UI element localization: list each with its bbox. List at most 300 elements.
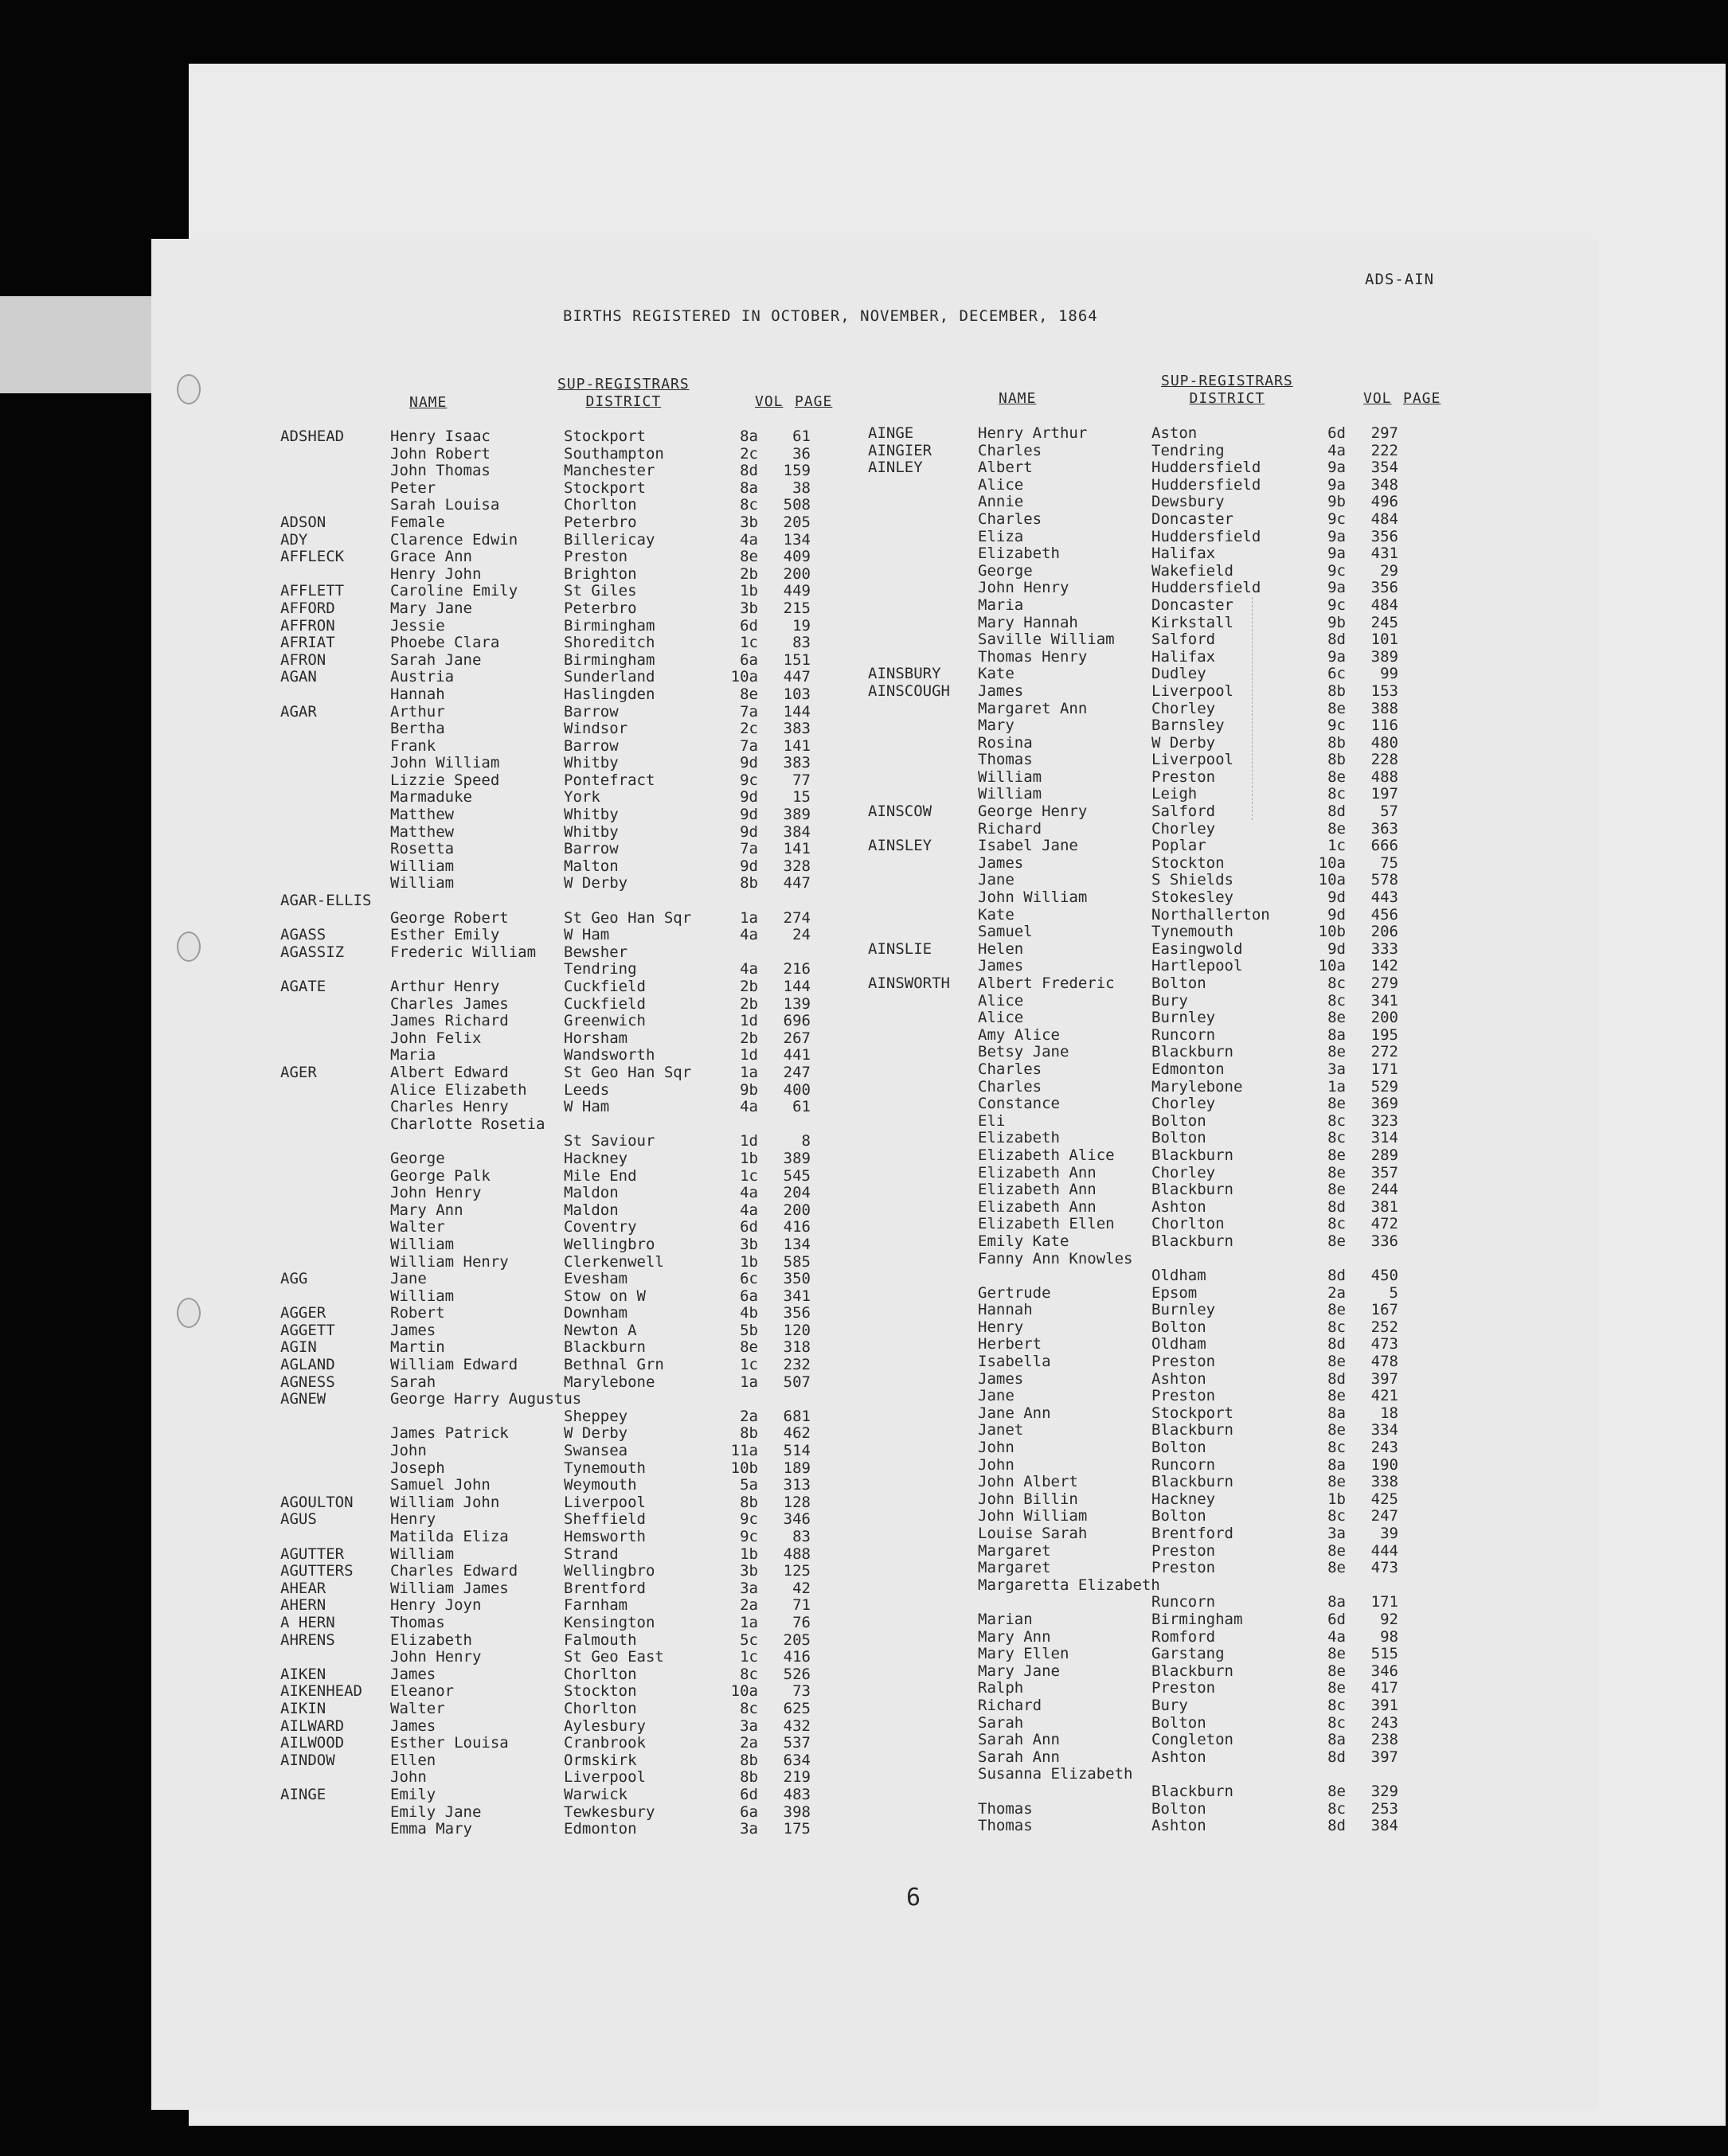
entry-row bbox=[868, 1113, 1473, 1131]
page-number: 346 bbox=[1370, 1662, 1398, 1680]
district: Burnley bbox=[1151, 1009, 1216, 1027]
given-names: Mary Ann bbox=[390, 1201, 463, 1219]
entry-row bbox=[280, 669, 886, 686]
entry-row bbox=[280, 600, 886, 618]
entry-row bbox=[280, 858, 886, 876]
entry-row bbox=[280, 1494, 886, 1512]
page-number: 61 bbox=[792, 1098, 811, 1116]
district: Clerkenwell bbox=[564, 1252, 664, 1271]
given-names: Phoebe Clara bbox=[390, 634, 500, 652]
volume: 9c bbox=[740, 771, 758, 789]
entry-row bbox=[280, 1357, 886, 1374]
district: Chorlton bbox=[564, 1699, 637, 1717]
page-number: 39 bbox=[1380, 1525, 1398, 1542]
volume: 9d bbox=[740, 806, 758, 824]
given-names: Charlotte Rosetia bbox=[390, 1115, 545, 1133]
page-number: 356 bbox=[783, 1304, 811, 1322]
given-names: Maria bbox=[390, 1046, 436, 1064]
volume: 10a bbox=[1318, 871, 1346, 889]
volume: 10b bbox=[730, 1459, 758, 1477]
district: Warwick bbox=[564, 1785, 628, 1803]
given-names: Frederic William bbox=[390, 943, 537, 961]
entry-row bbox=[868, 701, 1473, 718]
volume: 8c bbox=[1327, 1713, 1346, 1732]
given-names: Sarah Louisa bbox=[390, 496, 500, 514]
volume: 8c bbox=[1327, 1318, 1346, 1336]
district: Maldon bbox=[564, 1184, 619, 1202]
entry-row bbox=[868, 1766, 1473, 1783]
district: Shoreditch bbox=[564, 634, 655, 652]
given-names: Walter bbox=[390, 1218, 445, 1236]
page-number: 416 bbox=[783, 1218, 811, 1236]
district: Tynemouth bbox=[1151, 923, 1233, 941]
page-number: 398 bbox=[783, 1803, 811, 1821]
district: Wandsworth bbox=[564, 1046, 655, 1064]
volume: 1c bbox=[740, 634, 758, 652]
volume: 1d bbox=[740, 1046, 758, 1064]
volume: 9d bbox=[1327, 939, 1346, 958]
volume: 1b bbox=[740, 1545, 758, 1563]
page-number: 6 bbox=[906, 1884, 921, 1912]
given-names: Albert bbox=[978, 459, 1033, 477]
entry-row bbox=[868, 1646, 1473, 1663]
district: Blackburn bbox=[1151, 1782, 1233, 1800]
district: Kirkstall bbox=[1151, 613, 1233, 631]
district: Salford bbox=[1151, 631, 1216, 649]
entry-row bbox=[280, 583, 886, 600]
entry-row bbox=[868, 1457, 1473, 1474]
volume: 1a bbox=[740, 1063, 758, 1081]
given-names: Mary Jane bbox=[978, 1662, 1060, 1680]
district: Birmingham bbox=[1151, 1610, 1243, 1628]
page-number: 514 bbox=[783, 1442, 811, 1460]
page-number: 529 bbox=[1370, 1077, 1398, 1096]
district: W Ham bbox=[564, 926, 610, 944]
volume: 9b bbox=[1327, 613, 1346, 631]
entry-row bbox=[280, 875, 886, 892]
volume: 3a bbox=[1327, 1525, 1346, 1542]
volume: 8e bbox=[1327, 1645, 1346, 1663]
district: Tynemouth bbox=[564, 1459, 646, 1477]
volume: 8b bbox=[1327, 733, 1346, 752]
entry-row bbox=[280, 480, 886, 498]
entry-row bbox=[280, 1701, 886, 1718]
page-number: 356 bbox=[1370, 527, 1398, 545]
punch-hole bbox=[177, 374, 201, 404]
entry-row bbox=[280, 618, 886, 635]
given-names: James Richard bbox=[390, 1012, 509, 1030]
surname: AGAR bbox=[280, 702, 317, 721]
volume: 10a bbox=[730, 1682, 758, 1701]
entry-row bbox=[280, 1030, 886, 1048]
district: Oldham bbox=[1151, 1267, 1206, 1285]
given-names: Clarence Edwin bbox=[390, 530, 518, 549]
district: Preston bbox=[1151, 767, 1216, 786]
volume: 9a bbox=[1327, 459, 1346, 477]
given-names: James bbox=[390, 1321, 436, 1339]
volume: 8c bbox=[1327, 1799, 1346, 1818]
page-number: 384 bbox=[783, 822, 811, 841]
paper-edge-strip bbox=[0, 296, 151, 393]
given-names: Peter bbox=[390, 478, 436, 497]
surname: AIKENHEAD bbox=[280, 1682, 362, 1701]
volume: 8c bbox=[740, 1665, 758, 1683]
surname: AFFLECK bbox=[280, 548, 345, 566]
given-names: Charles bbox=[978, 441, 1042, 459]
entry-row bbox=[280, 1804, 886, 1822]
district: Edmonton bbox=[1151, 1060, 1225, 1078]
page-number: 357 bbox=[1370, 1163, 1398, 1182]
entry-row bbox=[280, 944, 886, 962]
district: Stokesley bbox=[1151, 889, 1233, 907]
volume: 4a bbox=[740, 530, 758, 549]
entry-row bbox=[280, 892, 886, 910]
entry-row bbox=[280, 1116, 886, 1134]
given-names: Elizabeth Ann bbox=[978, 1197, 1097, 1216]
given-names: John Albert bbox=[978, 1473, 1078, 1491]
given-names: John Billin bbox=[978, 1490, 1078, 1508]
volume: 9a bbox=[1327, 527, 1346, 545]
volume: 9c bbox=[1327, 717, 1346, 735]
volume: 10a bbox=[730, 668, 758, 686]
district: Whitby bbox=[564, 754, 619, 772]
page-number: 625 bbox=[783, 1699, 811, 1717]
district: Liverpool bbox=[564, 1493, 646, 1511]
entry-row bbox=[280, 978, 886, 996]
entry-row bbox=[868, 1302, 1473, 1319]
page-number: 478 bbox=[1370, 1353, 1398, 1371]
volume: 8e bbox=[1327, 1387, 1346, 1405]
entry-row bbox=[868, 958, 1473, 975]
volume: 6a bbox=[740, 650, 758, 669]
page-number: 350 bbox=[783, 1270, 811, 1288]
district: Barrow bbox=[564, 736, 619, 755]
volume: 1c bbox=[740, 1166, 758, 1185]
volume: 8d bbox=[1327, 1369, 1346, 1388]
vol-header: VOL bbox=[1363, 390, 1392, 407]
given-names: James bbox=[390, 1717, 436, 1735]
given-names: Jessie bbox=[390, 616, 445, 635]
given-names: James Patrick bbox=[390, 1424, 509, 1443]
page-number: 189 bbox=[783, 1459, 811, 1477]
volume: 8a bbox=[1327, 1455, 1346, 1474]
surname: AGIN bbox=[280, 1338, 317, 1357]
volume: 8e bbox=[740, 685, 758, 703]
given-names: Henry bbox=[978, 1318, 1024, 1336]
surname: ADSON bbox=[280, 513, 326, 531]
volume: 8e bbox=[1327, 1043, 1346, 1061]
given-names: Matthew bbox=[390, 806, 455, 824]
given-names: Alice bbox=[978, 1009, 1024, 1027]
district: Marylebone bbox=[1151, 1077, 1243, 1096]
given-names: Grace Ann bbox=[390, 548, 472, 566]
given-names: Henry John bbox=[390, 564, 482, 583]
district-header: SUP-REGISTRARS DISTRICT bbox=[1161, 373, 1293, 407]
page-header: PAGE bbox=[795, 393, 833, 410]
page-number: 141 bbox=[783, 736, 811, 755]
district: Easingwold bbox=[1151, 939, 1243, 958]
entry-row bbox=[868, 631, 1473, 649]
given-names: Thomas bbox=[978, 1799, 1033, 1818]
district: Barnsley bbox=[1151, 717, 1225, 735]
volume: 9d bbox=[740, 754, 758, 772]
entry-row bbox=[868, 1577, 1473, 1595]
surname: AINSBURY bbox=[868, 665, 941, 683]
page-number: 253 bbox=[1370, 1799, 1398, 1818]
given-names: Henry Isaac bbox=[390, 428, 491, 445]
volume: 1a bbox=[740, 1373, 758, 1391]
volume: 8d bbox=[1327, 1748, 1346, 1766]
district: Liverpool bbox=[1151, 751, 1233, 769]
surname: ADY bbox=[280, 530, 308, 549]
surname: AIKIN bbox=[280, 1699, 326, 1717]
page-number: 391 bbox=[1370, 1696, 1398, 1714]
page-number: 400 bbox=[783, 1080, 811, 1099]
district: Chorlton bbox=[564, 1665, 637, 1683]
given-names: John William bbox=[978, 1507, 1088, 1525]
page-number: 83 bbox=[792, 1528, 811, 1545]
volume: 9a bbox=[1327, 545, 1346, 563]
entry-row bbox=[280, 1391, 886, 1408]
page-number: 228 bbox=[1370, 751, 1398, 769]
given-names: Betsy Jane bbox=[978, 1043, 1069, 1061]
page-number: 141 bbox=[783, 840, 811, 858]
page-number: 545 bbox=[783, 1166, 811, 1185]
page-number: 318 bbox=[783, 1338, 811, 1357]
surname: AINGIER bbox=[868, 441, 932, 459]
page-number: 369 bbox=[1370, 1095, 1398, 1113]
name-header: NAME bbox=[999, 390, 1037, 407]
entry-row bbox=[868, 941, 1473, 959]
volume: 6d bbox=[1327, 1610, 1346, 1628]
page-number: 397 bbox=[1370, 1369, 1398, 1388]
entry-row bbox=[280, 910, 886, 928]
given-names: George bbox=[390, 1149, 445, 1167]
given-names: Thomas bbox=[978, 1817, 1033, 1835]
district: Cuckfield bbox=[564, 978, 646, 995]
page-number: 205 bbox=[783, 513, 811, 531]
given-names: Ralph bbox=[978, 1679, 1024, 1697]
volume: 8e bbox=[1327, 1559, 1346, 1577]
volume: 7a bbox=[740, 702, 758, 721]
page-number: 388 bbox=[1370, 699, 1398, 717]
entry-row bbox=[868, 838, 1473, 855]
given-names: John William bbox=[390, 754, 500, 772]
surname: AGASSIZ bbox=[280, 943, 345, 961]
entry-row bbox=[868, 1319, 1473, 1337]
page-number: 76 bbox=[792, 1613, 811, 1631]
volume: 8d bbox=[1327, 1335, 1346, 1353]
entry-row bbox=[280, 1168, 886, 1185]
surname: AGUTTER bbox=[280, 1545, 345, 1563]
volume: 2c bbox=[740, 720, 758, 738]
district: Greenwich bbox=[564, 1012, 646, 1030]
entry-row bbox=[868, 752, 1473, 769]
surname: AGGETT bbox=[280, 1321, 335, 1339]
entry-row bbox=[280, 1477, 886, 1494]
entry-row bbox=[868, 1594, 1473, 1611]
page-number: 142 bbox=[1370, 957, 1398, 975]
volume: 8e bbox=[1327, 1541, 1346, 1560]
given-names: John bbox=[978, 1439, 1015, 1457]
entry-row bbox=[868, 1783, 1473, 1801]
volume: 2b bbox=[740, 1029, 758, 1047]
district: Blackburn bbox=[1151, 1232, 1233, 1250]
district: Congleton bbox=[1151, 1731, 1233, 1749]
district: Sunderland bbox=[564, 668, 655, 686]
page-number: 29 bbox=[1380, 561, 1398, 580]
given-names: Matilda Eliza bbox=[390, 1528, 509, 1545]
given-names: Frank bbox=[390, 736, 436, 755]
page-number: 167 bbox=[1370, 1301, 1398, 1319]
entry-row bbox=[868, 1285, 1473, 1303]
volume: 9c bbox=[1327, 510, 1346, 528]
volume: 3a bbox=[740, 1717, 758, 1735]
entry-row bbox=[280, 1787, 886, 1804]
given-names: Kate bbox=[978, 905, 1015, 924]
volume: 8a bbox=[1327, 1593, 1346, 1611]
page-title: BIRTHS REGISTERED IN OCTOBER, NOVEMBER, DECEMBER, 1864 bbox=[563, 307, 1098, 325]
given-names: James bbox=[978, 1369, 1024, 1388]
district: Marylebone bbox=[564, 1373, 655, 1391]
volume: 2a bbox=[740, 1596, 758, 1615]
district: W Ham bbox=[564, 1098, 610, 1116]
page-number: 216 bbox=[783, 960, 811, 978]
entry-row bbox=[280, 1752, 886, 1770]
volume: 8d bbox=[1327, 1197, 1346, 1216]
district: Barrow bbox=[564, 702, 619, 721]
district: Horsham bbox=[564, 1029, 628, 1047]
entry-row bbox=[280, 1580, 886, 1598]
entry-row bbox=[868, 1336, 1473, 1353]
district: Blackburn bbox=[1151, 1662, 1233, 1680]
surname: A HERN bbox=[280, 1613, 335, 1631]
given-names: William James bbox=[390, 1579, 509, 1597]
volume: 8e bbox=[1327, 1095, 1346, 1113]
entry-row bbox=[868, 1818, 1473, 1835]
page-number: 92 bbox=[1380, 1610, 1398, 1628]
entry-row bbox=[868, 1474, 1473, 1491]
entry-row bbox=[280, 1099, 886, 1116]
district: Whitby bbox=[564, 806, 619, 824]
district: Maldon bbox=[564, 1201, 619, 1219]
page-number: 252 bbox=[1370, 1318, 1398, 1336]
district: Birmingham bbox=[564, 650, 655, 669]
surname: AFRON bbox=[280, 650, 326, 669]
page-number: 444 bbox=[1370, 1541, 1398, 1560]
page-number: 73 bbox=[792, 1682, 811, 1701]
given-names: Marian bbox=[978, 1610, 1033, 1628]
volume: 4a bbox=[740, 960, 758, 978]
district: Hemsworth bbox=[564, 1528, 646, 1545]
volume: 10b bbox=[1318, 923, 1346, 941]
given-names: Hannah bbox=[978, 1301, 1033, 1319]
given-names: Charles James bbox=[390, 994, 509, 1013]
district: St Giles bbox=[564, 582, 637, 600]
page-number: 341 bbox=[783, 1287, 811, 1305]
page-number: 421 bbox=[1370, 1387, 1398, 1405]
volume: 2c bbox=[740, 444, 758, 463]
district: Hackney bbox=[1151, 1490, 1216, 1508]
page-header: PAGE bbox=[1403, 390, 1441, 407]
district: Brighton bbox=[564, 564, 637, 583]
page-number: 159 bbox=[783, 462, 811, 480]
district: Swansea bbox=[564, 1442, 628, 1460]
surname: AINSWORTH bbox=[868, 974, 950, 992]
district: Preston bbox=[1151, 1541, 1216, 1560]
district: Birmingham bbox=[564, 616, 655, 635]
given-names: Albert Frederic bbox=[978, 974, 1115, 992]
volume: 8b bbox=[740, 1424, 758, 1443]
page-number: 243 bbox=[1370, 1439, 1398, 1457]
right-column bbox=[868, 425, 1473, 1835]
page-number: 333 bbox=[1370, 939, 1398, 958]
volume: 6d bbox=[740, 1785, 758, 1803]
entry-row bbox=[280, 1632, 886, 1650]
district: Blackburn bbox=[1151, 1473, 1233, 1491]
page-number: 447 bbox=[783, 668, 811, 686]
given-names: Elizabeth Ellen bbox=[978, 1215, 1115, 1233]
surname: AHERN bbox=[280, 1596, 326, 1615]
district: St Geo Han Sqr bbox=[564, 1063, 692, 1081]
entry-row bbox=[868, 683, 1473, 701]
district: Blackburn bbox=[1151, 1181, 1233, 1199]
given-names: Sarah Ann bbox=[978, 1748, 1060, 1766]
entry-row bbox=[280, 1460, 886, 1478]
page-number: 488 bbox=[783, 1545, 811, 1563]
entry-row bbox=[280, 1511, 886, 1529]
given-names: Janet bbox=[978, 1421, 1024, 1439]
entry-row bbox=[868, 494, 1473, 511]
entry-row bbox=[280, 686, 886, 704]
district: Blackburn bbox=[1151, 1421, 1233, 1439]
entry-row bbox=[868, 924, 1473, 941]
given-names: William bbox=[390, 857, 455, 875]
volume: 1c bbox=[1327, 837, 1346, 855]
district: Preston bbox=[564, 548, 628, 566]
page-number: 222 bbox=[1370, 441, 1398, 459]
entry-row bbox=[280, 755, 886, 772]
entry-row bbox=[868, 786, 1473, 803]
volume: 1a bbox=[740, 1613, 758, 1631]
entry-row bbox=[868, 1233, 1473, 1251]
volume: 8e bbox=[1327, 699, 1346, 717]
entry-row bbox=[280, 789, 886, 807]
given-names: Austria bbox=[390, 668, 455, 686]
entry-row bbox=[868, 1388, 1473, 1405]
given-names: John bbox=[390, 1442, 427, 1460]
district: S Shields bbox=[1151, 871, 1233, 889]
page-number: 417 bbox=[1370, 1679, 1398, 1697]
district: Bolton bbox=[1151, 1111, 1206, 1130]
district: Halifax bbox=[1151, 545, 1216, 563]
district: Mile End bbox=[564, 1166, 637, 1185]
district: Farnham bbox=[564, 1596, 628, 1615]
district: Dewsbury bbox=[1151, 493, 1225, 511]
surname: AGOULTON bbox=[280, 1493, 354, 1511]
entry-row bbox=[868, 1422, 1473, 1439]
page-number: 144 bbox=[783, 702, 811, 721]
page-number: 409 bbox=[783, 548, 811, 566]
surname: AINSCOUGH bbox=[868, 682, 950, 700]
entry-row bbox=[868, 580, 1473, 597]
volume: 3a bbox=[1327, 1060, 1346, 1078]
district: Leigh bbox=[1151, 785, 1198, 803]
volume: 9c bbox=[740, 1510, 758, 1529]
volume: 8c bbox=[740, 496, 758, 514]
entry-row bbox=[868, 1491, 1473, 1509]
district: Stow on W bbox=[564, 1287, 646, 1305]
